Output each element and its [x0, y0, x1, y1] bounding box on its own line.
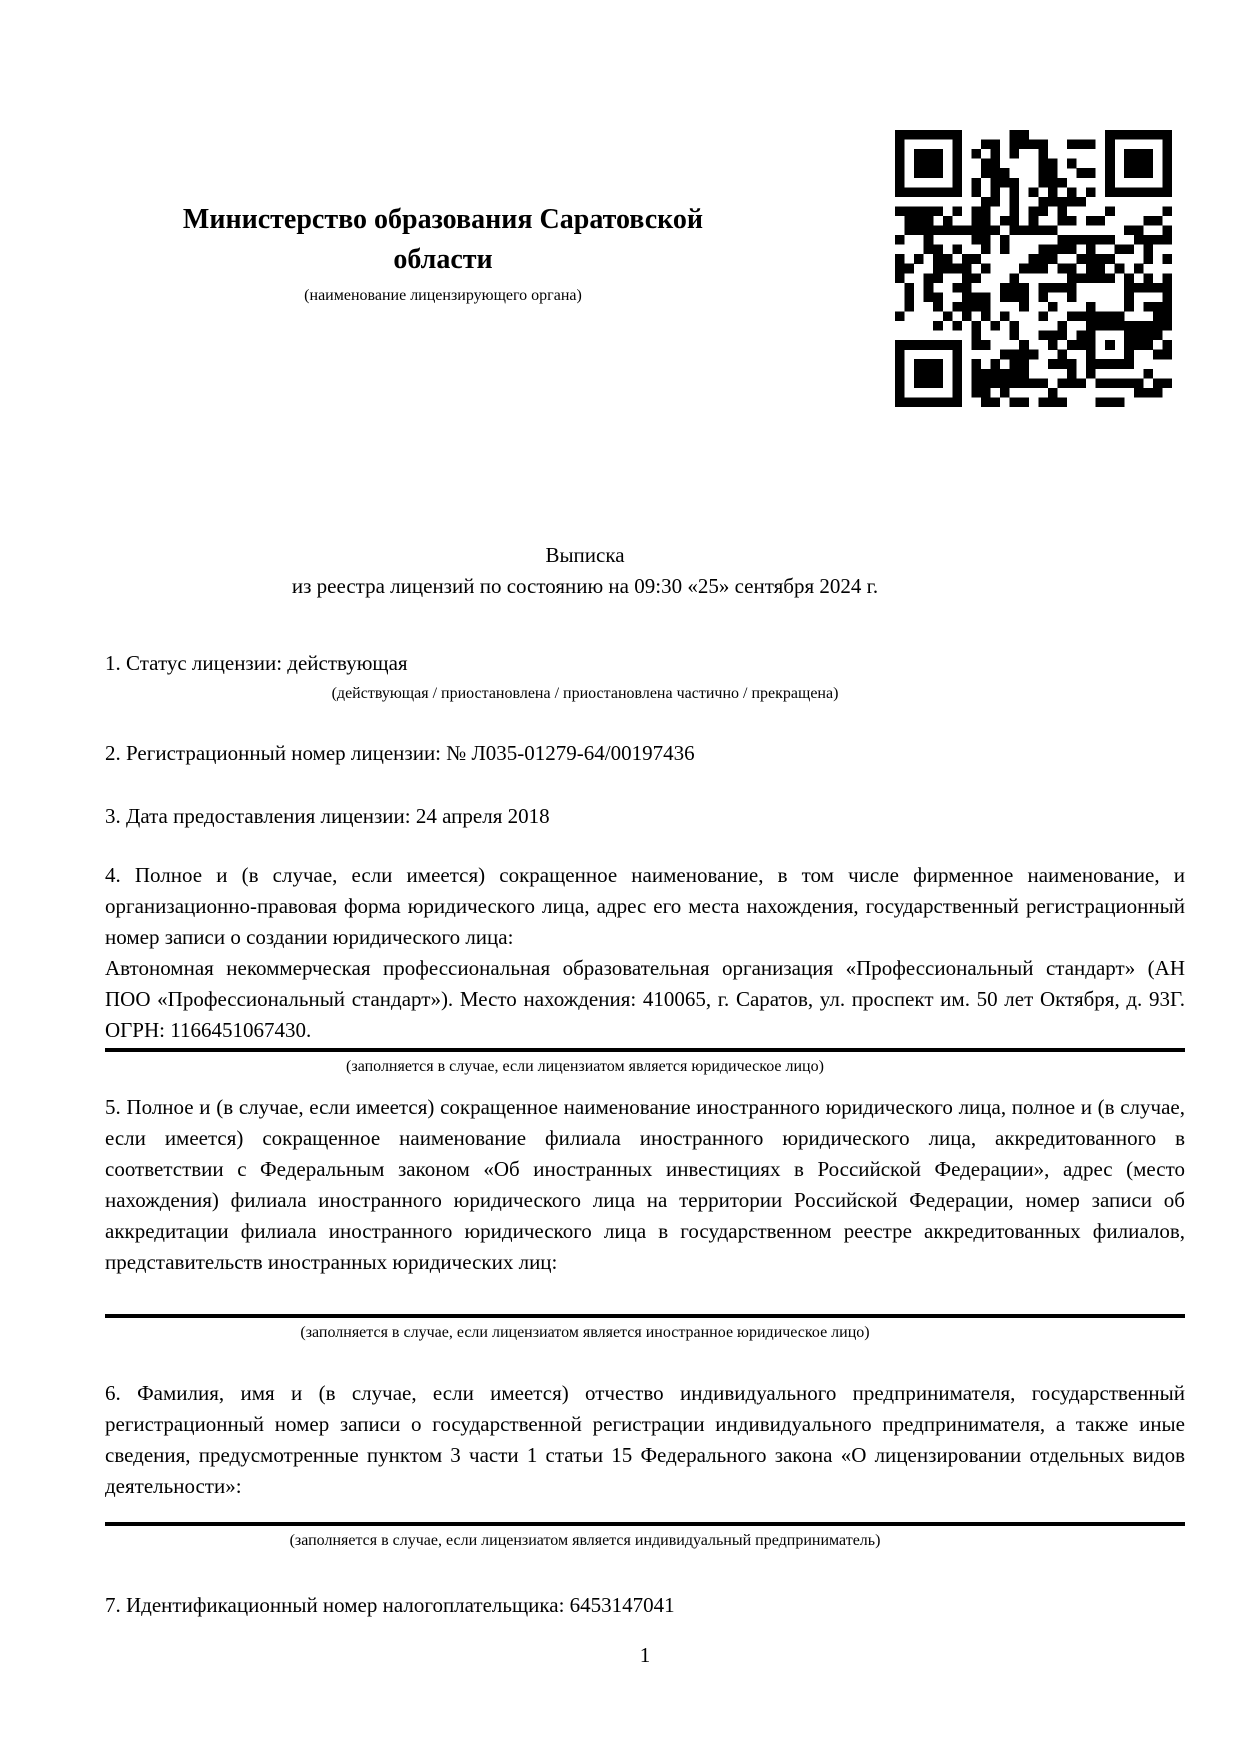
legal-entity-caption: (заполняется в случае, если лицензиатом является юридическое лицо)	[346, 1058, 824, 1075]
foreign-entity-caption: (заполняется в случае, если лицензиатом является иностранное юридическое лицо)	[300, 1324, 870, 1341]
taxpayer-number-text: 7. Идентификационный номер налогоплательщика: 6453147041	[105, 1593, 675, 1617]
license-status-text: 1. Статус лицензии: действующая	[105, 651, 408, 675]
individual-entrepreneur-label: 6. Фамилия, имя и (в случае, если имеется) отчество индивидуального предпринимателя, государственный регистрационный номер записи о государственной регистрации индивидуального предпринимателя, а также иные сведения, предусмотренные пунктом 3 части 1 статьи 15 Федерального закона «О лицензировании отдельных видов деятельности»:	[105, 1381, 1185, 1498]
foreign-entity-section	[105, 1092, 1185, 1344]
registration-number-text: 2. Регистрационный номер лицензии: № Л035-01279-64/00197436	[105, 741, 695, 765]
legal-entity-value: Автономная некоммерческая профессиональная образовательная организация «Профессиональный стандарт» (АН ПОО «Профессиональный стандарт»). Место нахождения: 410065, г. Саратов, ул. проспект им. 50 лет Октября, д. 93Г. ОГРН: 1166451067430.	[105, 956, 1185, 1042]
foreign-entity-label: 5. Полное и (в случае, если имеется) сокращенное наименование иностранного юридического лица, полное и (в случае, если имеется) сокращенное наименование филиала иностранного юридического лица, аккредитованного в соответствии с Федеральным законом «Об иностранных инвестициях в Российской Федерации», адрес (место нахождения) филиала иностранного юридического лица на территории Российской Федерации, номер записи об аккредитации филиала иностранного юридического лица в государственном реестре аккредитованных филиалов, представительств иностранных юридических лиц:	[105, 1095, 1185, 1274]
registration-number-section	[105, 738, 1185, 769]
fill-line-divider	[105, 1314, 1185, 1318]
fill-line-divider	[105, 1048, 1185, 1052]
legal-entity-label: 4. Полное и (в случае, если имеется) сокращенное наименование, в том числе фирменное наименование, и организационно-правовая форма юридического лица, адрес его места нахождения, государственный регистрационный номер записи о создании юридического лица:	[105, 863, 1185, 949]
document-title-line2: из реестра лицензий по состоянию на 09:30 «25» сентября 2024 г.	[291, 574, 879, 598]
taxpayer-number-section	[105, 1590, 1185, 1621]
licensing-authority-name: Министерство образования Саратовской области	[182, 204, 704, 275]
document-title	[105, 540, 1065, 602]
license-date-text: 3. Дата предоставления лицензии: 24 апреля 2018	[105, 804, 550, 828]
qr-code	[895, 130, 1172, 407]
licensing-authority-block	[133, 200, 753, 306]
individual-entrepreneur-section	[105, 1378, 1185, 1552]
fill-line-divider	[105, 1522, 1185, 1526]
document-title-line1: Выписка	[545, 543, 625, 567]
licensing-authority-caption: (наименование лицензирующего органа)	[304, 287, 582, 304]
individual-entrepreneur-caption: (заполняется в случае, если лицензиатом является индивидуальный предприниматель)	[289, 1532, 881, 1549]
license-date-section	[105, 801, 1185, 832]
legal-entity-section	[105, 860, 1185, 1078]
page-number: 1	[639, 1643, 651, 1667]
license-status-caption: (действующая / приостановлена / приостановлена частично / прекращена)	[331, 685, 839, 702]
license-status-section	[105, 648, 1185, 705]
